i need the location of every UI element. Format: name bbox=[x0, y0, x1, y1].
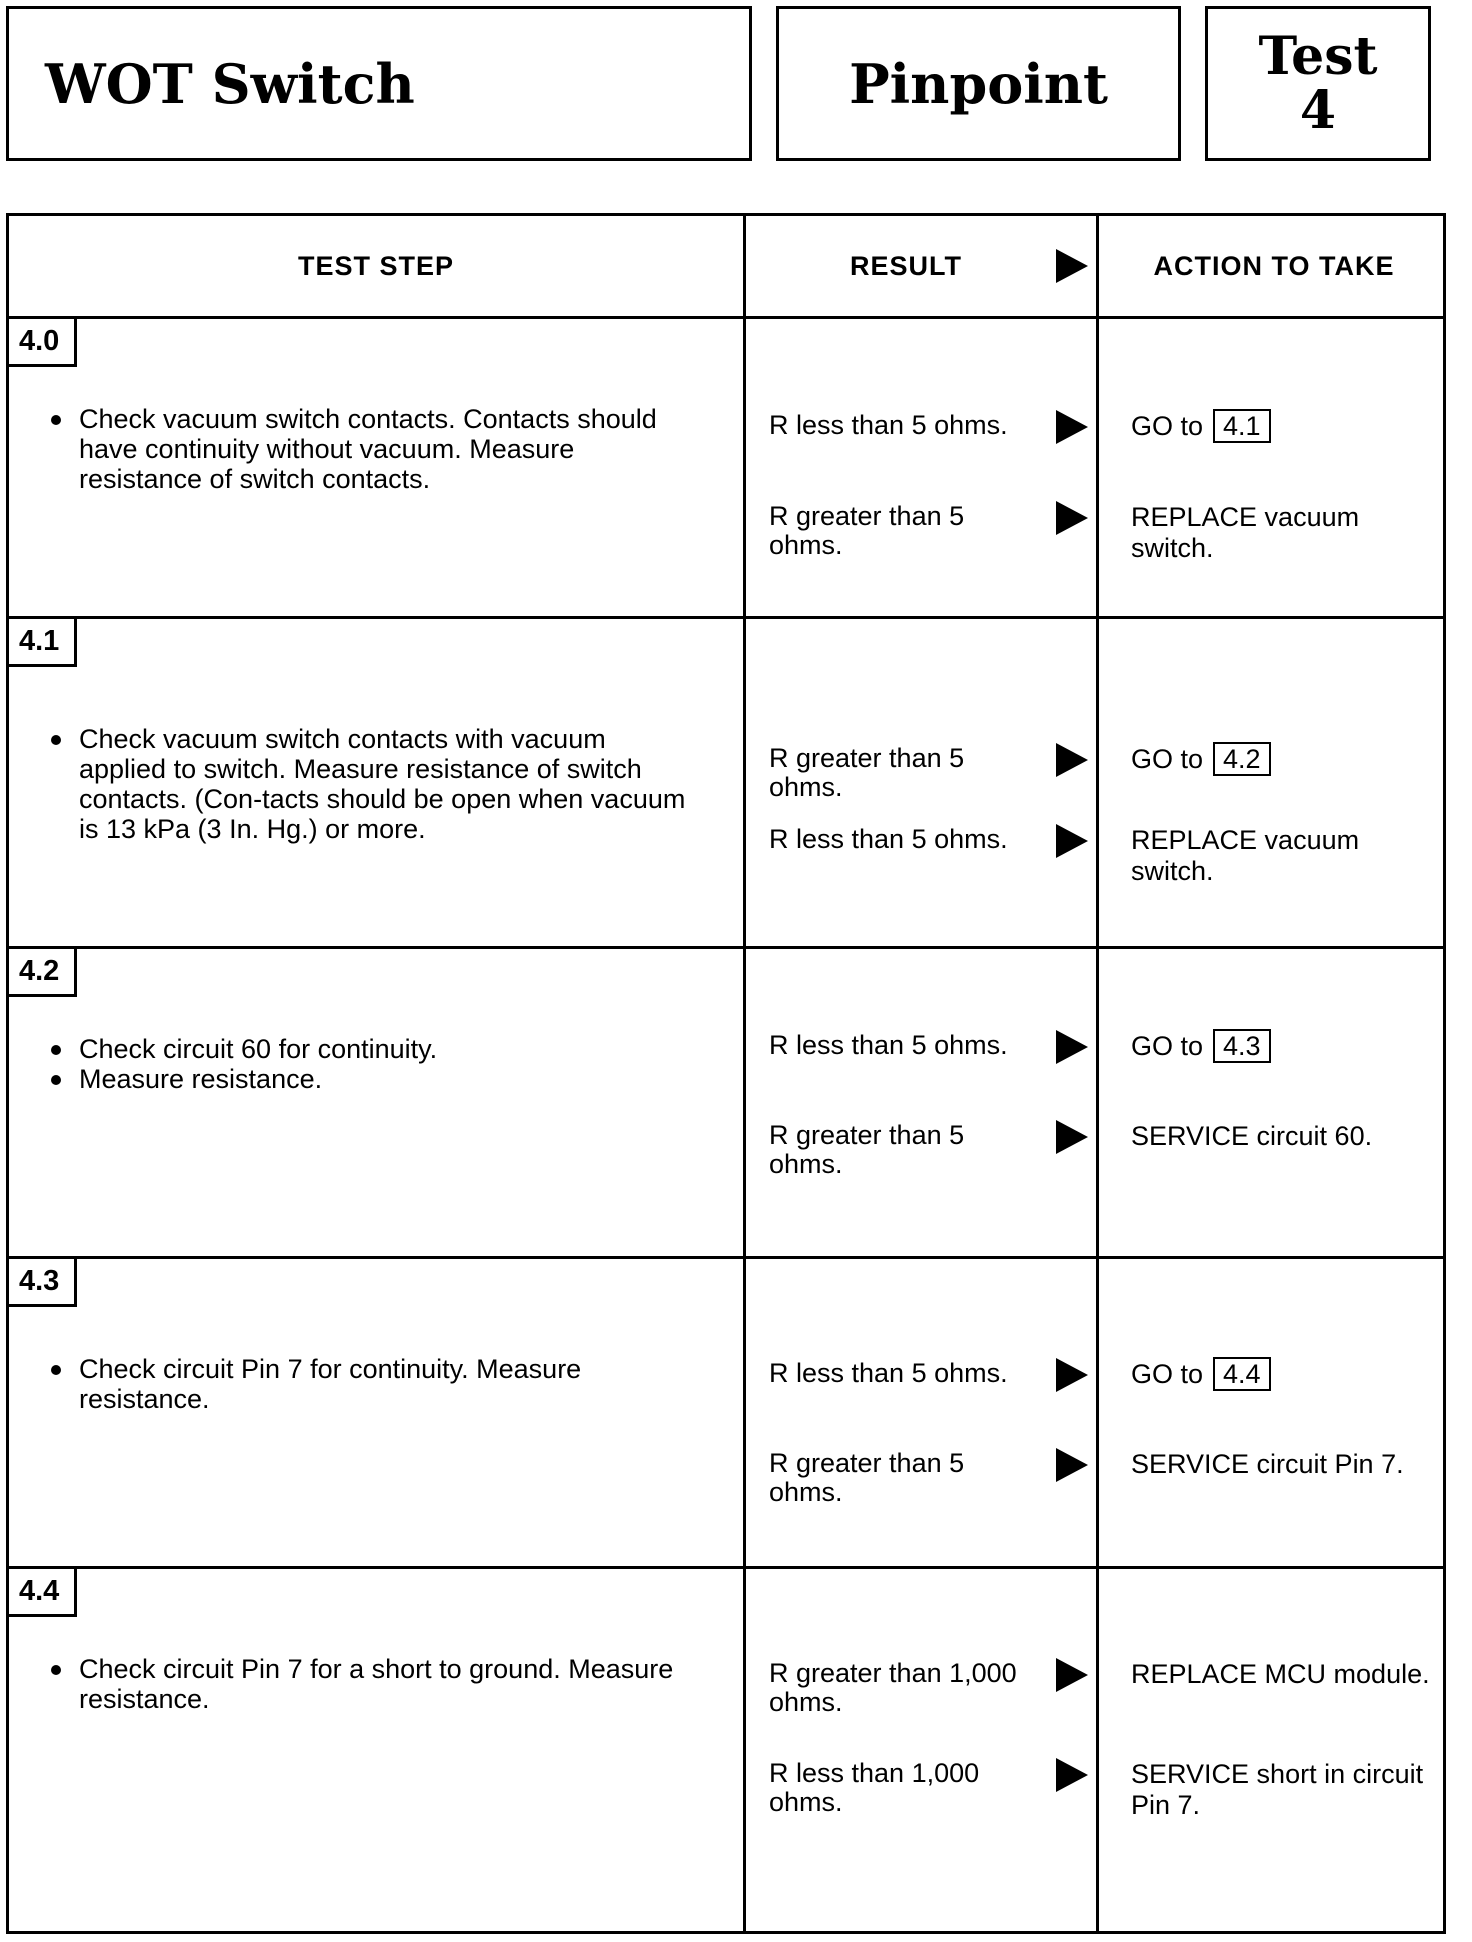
step-reference-link[interactable]: 4.3 bbox=[1213, 1029, 1271, 1063]
bullet-item bbox=[79, 724, 699, 844]
result-text: R greater than 5 ohms. bbox=[769, 743, 965, 802]
bullet-text: Check vacuum switch contacts. Contacts should have continuity without vacuum. Measure resistance of switch contacts. bbox=[79, 404, 657, 494]
step-label bbox=[9, 319, 77, 367]
step-id: 4.0 bbox=[19, 325, 60, 357]
bullet-icon bbox=[51, 1045, 61, 1055]
arrow-icon bbox=[1056, 249, 1088, 283]
bullet-icon bbox=[51, 1365, 61, 1375]
step-label bbox=[9, 1259, 77, 1307]
column-divider bbox=[743, 216, 746, 1931]
step-label bbox=[9, 1569, 77, 1617]
bullet-item bbox=[79, 404, 699, 494]
result-text: R less than 5 ohms. bbox=[769, 824, 1008, 854]
action-text: REPLACE vacuum switch. bbox=[1131, 825, 1360, 886]
arrow-icon bbox=[1056, 743, 1088, 777]
step-description bbox=[79, 404, 699, 494]
bullet-item bbox=[79, 1064, 699, 1094]
arrow-icon bbox=[1056, 1448, 1088, 1482]
column-header-text: TEST STEP bbox=[297, 250, 455, 281]
bullet-text: Check circuit Pin 7 for a short to ground. Measure resistance. bbox=[79, 1654, 674, 1714]
bullet-icon bbox=[51, 1075, 61, 1085]
result-text: R less than 5 ohms. bbox=[769, 1030, 1008, 1060]
bullet-item bbox=[79, 1034, 699, 1064]
section-label bbox=[776, 6, 1181, 161]
row-divider bbox=[9, 1256, 1443, 1259]
bullet-text: Check circuit Pin 7 for continuity. Measure resistance. bbox=[79, 1354, 582, 1414]
column-divider bbox=[1096, 216, 1099, 1931]
step-description bbox=[79, 1354, 699, 1414]
title-text: WOT Switch bbox=[45, 51, 415, 116]
arrow-icon bbox=[1056, 501, 1088, 535]
action-prefix: GO to bbox=[1131, 1359, 1204, 1389]
bullet-item bbox=[79, 1654, 699, 1714]
column-header-result bbox=[746, 216, 1066, 316]
step-id: 4.3 bbox=[19, 1265, 60, 1297]
step-description bbox=[79, 1654, 699, 1714]
test-number-box bbox=[1205, 6, 1431, 161]
result-text: R greater than 5 ohms. bbox=[769, 501, 965, 560]
row-divider bbox=[9, 316, 1443, 319]
column-header-text: ACTION TO TAKE bbox=[1153, 250, 1395, 281]
action-goto bbox=[1131, 742, 1431, 776]
result-text: R greater than 5 ohms. bbox=[769, 1120, 965, 1179]
bullet-icon bbox=[51, 735, 61, 745]
step-label bbox=[9, 949, 77, 997]
action-goto bbox=[1131, 1357, 1431, 1391]
bullet-icon bbox=[51, 415, 61, 425]
arrow-icon bbox=[1056, 1658, 1088, 1692]
result-text: R less than 5 ohms. bbox=[769, 1358, 1008, 1388]
bullet-text: Measure resistance. bbox=[79, 1064, 323, 1094]
action-prefix: GO to bbox=[1131, 411, 1204, 441]
step-description bbox=[79, 724, 699, 844]
step-description bbox=[79, 1034, 699, 1094]
action-text: REPLACE MCU module. bbox=[1131, 1659, 1430, 1689]
bullet-icon bbox=[51, 1665, 61, 1675]
result-text: R less than 1,000 ohms. bbox=[769, 1758, 980, 1817]
action-text: SERVICE short in circuit Pin 7. bbox=[1131, 1759, 1424, 1820]
test-number: 4 bbox=[1299, 79, 1337, 141]
action-text: REPLACE vacuum switch. bbox=[1131, 502, 1360, 563]
arrow-icon bbox=[1056, 1120, 1088, 1154]
step-label bbox=[9, 619, 77, 667]
section-text: Pinpoint bbox=[849, 51, 1108, 116]
action-text: SERVICE circuit 60. bbox=[1131, 1121, 1373, 1151]
arrow-icon bbox=[1056, 1358, 1088, 1392]
column-header-test-step bbox=[9, 216, 743, 316]
step-id: 4.4 bbox=[19, 1575, 60, 1607]
step-id: 4.1 bbox=[19, 625, 60, 657]
column-header-action bbox=[1099, 216, 1449, 316]
action-text: SERVICE circuit Pin 7. bbox=[1131, 1449, 1404, 1479]
arrow-icon bbox=[1056, 1030, 1088, 1064]
row-divider bbox=[9, 946, 1443, 949]
step-reference-link[interactable]: 4.1 bbox=[1213, 409, 1271, 443]
arrow-icon bbox=[1056, 410, 1088, 444]
action-goto bbox=[1131, 1029, 1431, 1063]
step-reference-link[interactable]: 4.4 bbox=[1213, 1357, 1271, 1391]
bullet-text: Check vacuum switch contacts with vacuum applied to switch. Measure resistance of switch contacts. (Con-tacts should be open when vacuum is 13 kPa (3 In. Hg.) or more. bbox=[79, 724, 686, 844]
page-title bbox=[6, 6, 752, 161]
bullet-text: Check circuit 60 for continuity. bbox=[79, 1034, 438, 1064]
result-text: R less than 5 ohms. bbox=[769, 410, 1008, 440]
action-goto bbox=[1131, 409, 1431, 443]
arrow-icon bbox=[1056, 824, 1088, 858]
result-text: R greater than 1,000 ohms. bbox=[769, 1658, 1017, 1717]
arrow-icon bbox=[1056, 1758, 1088, 1792]
step-id: 4.2 bbox=[19, 955, 60, 987]
pinpoint-table bbox=[6, 213, 1446, 1934]
bullet-item bbox=[79, 1354, 699, 1414]
action-prefix: GO to bbox=[1131, 1031, 1204, 1061]
row-divider bbox=[9, 616, 1443, 619]
step-reference-link[interactable]: 4.2 bbox=[1213, 742, 1271, 776]
action-prefix: GO to bbox=[1131, 744, 1204, 774]
result-text: R greater than 5 ohms. bbox=[769, 1448, 965, 1507]
column-header-text: RESULT bbox=[850, 250, 962, 281]
test-word: Test bbox=[1258, 25, 1378, 87]
row-divider bbox=[9, 1566, 1443, 1569]
